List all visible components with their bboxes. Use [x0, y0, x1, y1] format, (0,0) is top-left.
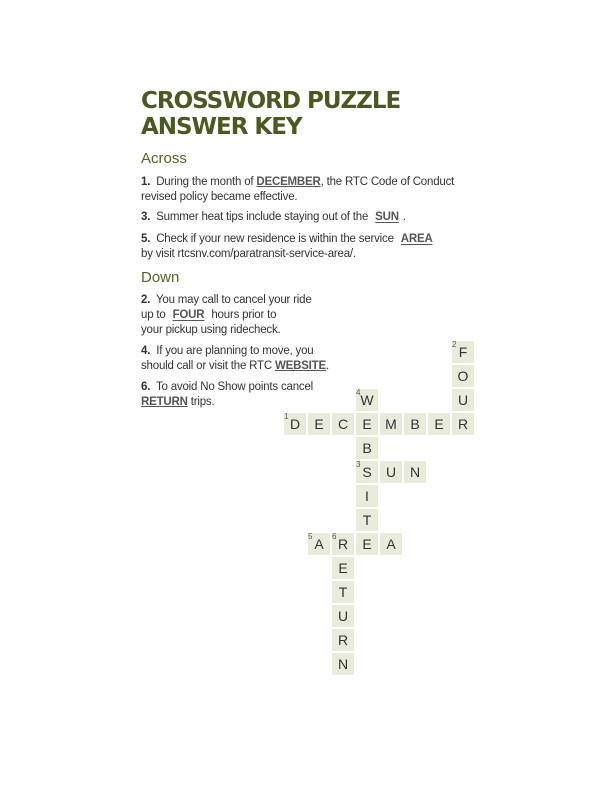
grid-cell: I	[355, 484, 379, 508]
clue-text: To avoid No Show points cancel	[156, 381, 314, 393]
across-heading: Across	[141, 150, 187, 167]
clue-text: .	[325, 360, 329, 372]
cell-number: 4	[356, 388, 361, 397]
grid-cell: T	[355, 508, 379, 532]
grid-cell: C	[331, 412, 355, 436]
clue-text: .	[402, 211, 406, 223]
grid-cell: R	[451, 412, 475, 436]
grid-cell: R	[331, 532, 355, 556]
cell-number: 6	[332, 532, 337, 541]
grid-cell: E	[331, 556, 355, 580]
clue-number: 2.	[141, 294, 151, 306]
title-line-2: ANSWER KEY	[141, 114, 302, 140]
clue-number: 1.	[141, 176, 151, 188]
grid-cell: N	[403, 460, 427, 484]
grid-cell: E	[355, 412, 379, 436]
grid-cell: F	[451, 340, 475, 364]
cell-number: 5	[308, 532, 313, 541]
clue-answer: FOUR	[172, 309, 205, 321]
clue-text: You may call to cancel your ride	[156, 294, 312, 306]
clue-text: If you are planning to move, you	[156, 345, 314, 357]
grid-cell: M	[379, 412, 403, 436]
grid-cell: A	[379, 532, 403, 556]
down-clue-6	[141, 380, 313, 410]
clue-answer: WEBSITE	[274, 360, 326, 372]
across-clue-3	[141, 210, 406, 225]
grid-cell: U	[451, 388, 475, 412]
grid-cell: D	[283, 412, 307, 436]
clue-number: 5.	[141, 233, 151, 245]
clue-answer: RETURN	[141, 396, 188, 408]
down-clue-2	[141, 293, 312, 338]
clue-text: hours prior to	[211, 309, 277, 321]
grid-cell: N	[331, 652, 355, 676]
clue-text: Summer heat tips include staying out of the	[156, 211, 369, 223]
grid-cell: E	[307, 412, 331, 436]
cell-number: 2	[452, 340, 457, 349]
clue-text: by visit rtcsnv.com/paratransit-service-area/.	[141, 248, 356, 260]
down-clue-4	[141, 344, 329, 374]
grid-cell: O	[451, 364, 475, 388]
clue-text: During the month of	[156, 176, 254, 188]
grid-cell: U	[331, 604, 355, 628]
grid-cell: W	[355, 388, 379, 412]
clue-text: up to	[141, 309, 166, 321]
clue-text: Check if your new residence is within the service	[156, 233, 394, 245]
down-heading: Down	[141, 269, 180, 286]
cell-number: 3	[356, 460, 361, 469]
clue-text: should call or visit the RTC	[141, 360, 272, 372]
grid-cell: E	[427, 412, 451, 436]
grid-cell: B	[355, 436, 379, 460]
across-clue-5	[141, 232, 437, 262]
grid-cell: R	[331, 628, 355, 652]
grid-cell: A	[307, 532, 331, 556]
clue-text: , the RTC Code of Conduct	[320, 176, 455, 188]
clue-number: 4.	[141, 345, 151, 357]
clue-number: 3.	[141, 211, 151, 223]
clue-number: 6.	[141, 381, 151, 393]
clue-answer: DECEMBER	[256, 176, 321, 188]
title-line-1: CROSSWORD PUZZLE	[141, 88, 401, 114]
grid-cell: T	[331, 580, 355, 604]
clue-answer: AREA	[400, 233, 433, 245]
grid-cell: E	[355, 532, 379, 556]
grid-cell: U	[379, 460, 403, 484]
clue-text: revised policy became effective.	[141, 191, 298, 203]
clue-text: trips.	[190, 396, 215, 408]
clue-text: your pickup using ridecheck.	[141, 324, 281, 336]
grid-cell: B	[403, 412, 427, 436]
across-clue-1	[141, 175, 454, 205]
page-title	[141, 88, 400, 140]
clue-answer: SUN	[375, 211, 399, 223]
cell-number: 1	[284, 412, 289, 421]
grid-cell: S	[355, 460, 379, 484]
